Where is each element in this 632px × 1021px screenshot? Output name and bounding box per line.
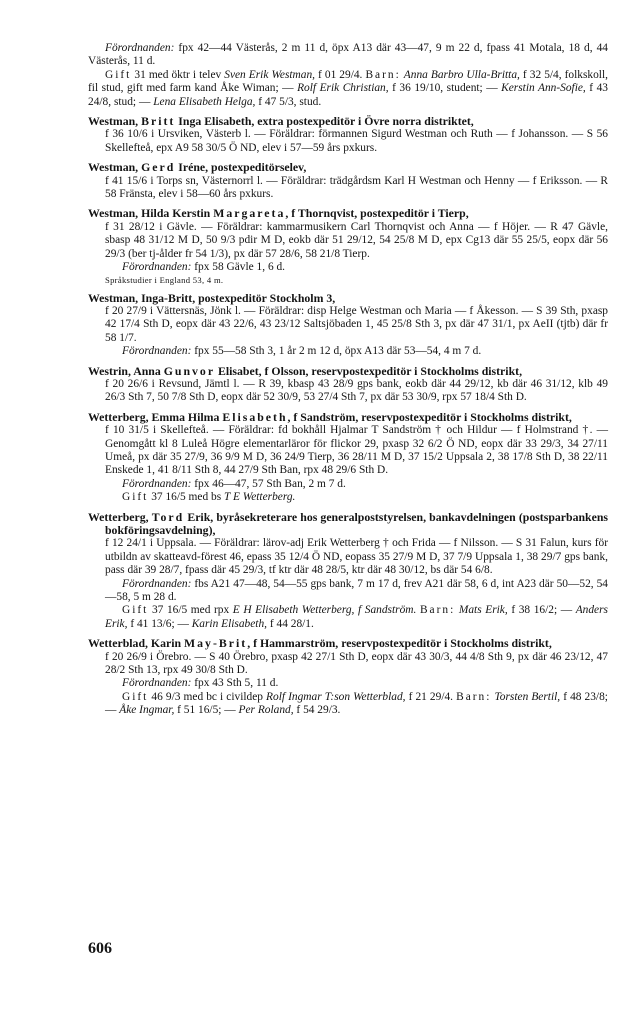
language-studies-note: Språkstudier i England 53, 4 m. [105, 274, 224, 285]
entry-heading: Westrin, Anna Gunvor Elisabet, f Olsson, reservpostexpeditör i Stockholms distrikt, [88, 363, 523, 378]
entry-body: f 10 31/5 i Skellefteå. — Föräldrar: fd bokhåll Hjalmar T Sandström † och Hildur — f Holmstrand †. — Genomgått kl 8 Luleå Högre elementarläror för flickor 29, pxasp 32 6/2 Ö ND, eopx där 33 29/3, 34 27/11 Umeå, px där 35 27/9, 36 9/9 M D, 36 24/9 Tierp, 36 28/11 M D, 37 15/2 Uppsala 2, 38 17/8 Sth D, 38 22/11 Enskede 1, 41 8/11 Sth 8, 44 27/9 Sth Ban, rpx 48 29/6 Sth D. [105, 424, 608, 477]
appointments-line: Förordnanden: fpx 58 Gävle 1, 6 d. [122, 261, 286, 274]
entry-westrin-gunvor [88, 365, 608, 405]
entry-heading: Wetterberg, Emma Hilma Elisabeth, f Sandström, reservpostexpeditör i Stockholms distrikt, [88, 409, 572, 424]
appointments-line: Förordnanden: fpx 46—47, 57 Sth Ban, 2 m 7 d. [122, 477, 346, 490]
entry-heading: Wetterberg, Tord Erik, byråsekreterare hos generalpoststyrelsen, bankavdelningen (postsparbankens bokföringsavdelning), [88, 509, 608, 537]
entry-body: f 31 28/12 i Gävle. — Föräldrar: kammarmusikern Carl Thornqvist och Anna — f Höjer. — R 47 Gävle, sbasp 48 31/12 M D, 50 9/3 pdir M D, eokb där 51 29/12, 54 25/8 M D, epx Cg13 där 55 25/5, eopx där 56 29/3 (ber tj-ålder fr 54 1/3), px där 57 28/6, 58 21/8 Tierp. [105, 220, 608, 260]
marriage-line: Gift 31 med öktr i telev Sven Erik Westman, f 01 29/4. Barn: Anna Barbro Ulla-Britta, f 32 5/4, folkskoll, fil stud, gift med farm kand Åke Wiman; — Rolf Erik Christian, f 36 19/10, student; — Kerstin Ann-Sofie, f 43 24/8, stud; — Lena Elisabeth Helga, f 47 5/3, stud. [88, 68, 608, 108]
entry-heading: Wetterblad, Karin May-Brit, f Hammarström, reservpostexpeditör i Stockholms distrikt, [88, 636, 552, 651]
entry-heading: Westman, Gerd Iréne, postexpeditörselev, [88, 160, 307, 175]
appointments-text: fpx 42—44 Västerås, 2 m 11 d, öpx A13 där 43—47, 9 m 22 d, fpass 41 Motala, 18 d, 44 Västerås, 11 d. [88, 42, 608, 68]
entry-heading: Westman, Inga-Britt, postexpeditör Stockholm 3, [88, 290, 336, 305]
appointments-line [88, 42, 608, 69]
entry-body: f 41 15/6 i Torps sn, Västernorrl l. — Föräldrar: trädgårdsm Karl H Westman och Henny — f Eriksson. — R 58 Fränsta, elev i 58—60 års pxkurs. [105, 174, 608, 201]
entry-body: f 20 26/6 i Revsund, Jämtl l. — R 39, kbasp 43 28/9 gps bank, eokb där 44 29/12, kb där 46 31/12, klb 49 26/3 Sth 7, 50 7/8 Sth D, eopx där 52 30/9, 53 27/4 Sth 7, px där 53 30/9, rpx 57 18/4 Sth D. [105, 377, 608, 404]
appointments-line: Förordnanden: fbs A21 47—48, 54—55 gps bank, 7 m 17 d, frev A21 där 58, 6 d, int A23 där 50—52, 54—58, 5 m 28 d. [105, 577, 608, 604]
appointments-line: Förordnanden: fpx 55—58 Sth 3, 1 år 2 m 12 d, öpx A13 där 53—54, 4 m 7 d. [122, 345, 482, 358]
page-number: 606 [88, 940, 112, 957]
entry-heading: Westman, Hilda Kerstin Margareta, f Thornqvist, postexpeditör i Tierp, [88, 206, 469, 221]
entry-body: f 12 24/1 i Uppsala. — Föräldrar: lärov-adj Erik Wetterberg † och Frida — f Nilsson. — S 31 Falun, kurs för utbildn av skatteavd-förest 46, epass 35 12/4 Ö ND, eopass 35 27/9 M D, 37 7/9 Uppsala 1, 38 29/7 gps bank, pass där 39 28/7, fpass där 45 29/3, tf ktr där 48 28/5, ktr där 48 30/12, bs där 54 6/8. [105, 537, 608, 577]
entry-westman-britt [88, 115, 608, 155]
entry-continuation [88, 42, 608, 109]
marriage-line: Gift 37 16/5 med rpx E H Elisabeth Wetterberg, f Sandström. Barn: Mats Erik, f 38 16/2; — Anders Erik, f 41 13/6; — Karin Elisabeth, f 44 28/1. [105, 604, 608, 630]
entry-wetterblad-may-brit [88, 637, 608, 717]
entry-wetterberg-tord [88, 511, 608, 632]
marriage-line: Gift 46 9/3 med bc i civildep Rolf Ingmar T:son Wetterblad, f 21 29/4. Barn: Torsten Bertil, f 48 23/8; — Åke Ingmar, f 51 16/5; — Per Roland, f 54 29/3. [105, 690, 608, 717]
entry-heading: Westman, Britt Inga Elisabeth, extra postexpeditör i Övre norra distriktet, [88, 114, 474, 129]
entry-westman-inga-britt [88, 292, 608, 359]
entry-body: f 20 27/9 i Vättersnäs, Jönk l. — Föräldrar: disp Helge Westman och Maria — f Åkesson. — S 39 Sth, pxasp 42 17/4 Sth D, eopx där 43 22/6, 43 23/12 Saltsjöbaden 1, 45 25/8 Sth 3, px där 47 31/1, px AeII (tjtb) där fr 58 1/7. [105, 304, 608, 344]
marriage-line: Gift 37 16/5 med bs T E Wetterberg. [122, 491, 296, 504]
entry-wetterberg-elisabeth [88, 411, 608, 505]
entry-westman-gerd [88, 161, 608, 201]
entry-westman-margareta [88, 207, 608, 285]
entry-body: f 20 26/9 i Örebro. — S 40 Örebro, pxasp 42 27/1 Sth D, eopx där 43 30/3, 44 4/8 Sth 9, px där 46 23/12, 47 28/2 Sth 13, rpx 49 30/8 Sth D. [105, 650, 608, 677]
appointments-label: Förordnanden: [105, 42, 175, 54]
entry-body: f 36 10/6 i Ursviken, Västerb l. — Föräldrar: förmannen Sigurd Westman och Ruth — f Johansson. — S 56 Skellefteå, epx A9 58 30/5 Ö ND, elev i 57—59 års pxkurs. [105, 128, 608, 154]
appointments-line: Förordnanden: fpx 43 Sth 5, 11 d. [122, 677, 279, 690]
register-page [88, 42, 608, 718]
